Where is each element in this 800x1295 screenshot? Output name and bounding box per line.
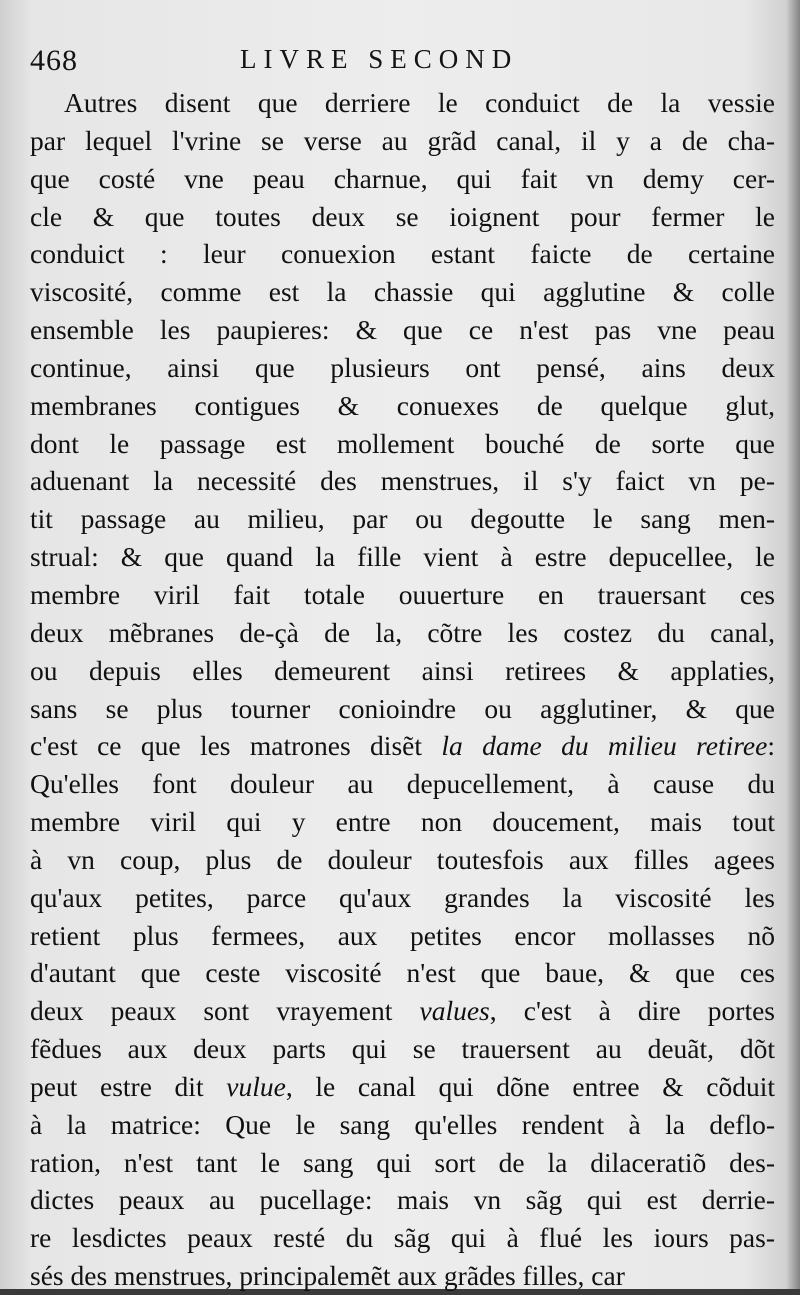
running-head: LIVRE SECOND: [240, 44, 519, 74]
text-line: membre viril qui y entre non doucement, mais tout: [30, 806, 775, 838]
text-line: deux peaux sont vrayement values, c'est à dire portes: [30, 995, 775, 1027]
text-line: ensemble les paupieres: & que ce n'est pas vne peau: [30, 314, 775, 346]
text-line: que costé vne peau charnue, qui fait vn demy cer-: [30, 162, 775, 194]
text-line: cle & que toutes deux se ioignent pour fermer le: [30, 200, 775, 232]
text-line: deux mẽbranes de-çà de la, cõtre les costez du canal,: [30, 616, 775, 648]
text-line: fẽdues aux deux parts qui se trauersent au deuãt, dõt: [30, 1033, 775, 1065]
text-line: re lesdictes peaux resté du sãg qui à flué les iours pas-: [30, 1222, 775, 1254]
text-line: conduict : leur conuexion estant faicte de certaine: [30, 238, 775, 270]
body-text: [30, 84, 775, 1295]
text-line: d'autant que ceste viscosité n'est que baue, & que ces: [30, 957, 775, 989]
text-line: dont le passage est mollement bouché de sorte que: [30, 427, 775, 459]
text-line: peut estre dit vulue, le canal qui dõne entree & cõduit: [30, 1070, 775, 1102]
text-line: Autres disent que derriere le conduict de la vessie: [64, 87, 775, 118]
text-line: par lequel l'vrine se verse au grãd canal, il y a de cha-: [30, 124, 775, 156]
text-line: membranes contigues & conuexes de quelque glut,: [30, 389, 775, 421]
text-line: continue, ainsi que plusieurs ont pensé, ains deux: [30, 351, 775, 383]
italic-phrase: la dame du milieu retiree: [441, 730, 768, 762]
text-line: c'est ce que les matrones disẽt la dame du milieu retiree:: [30, 730, 775, 762]
page-number: 468: [30, 44, 78, 77]
page-edge-shadow: [786, 0, 800, 1289]
text-line: membre viril fait totale ouuerture en trauersant ces: [30, 578, 775, 610]
text-line: sés des menstrues, principalemẽt aux grãdes filles, car: [30, 1260, 625, 1292]
italic-phrase: vulue: [226, 1070, 286, 1102]
text-line: tit passage au milieu, par ou degoutte le sang men-: [30, 503, 775, 535]
text-line: à la matrice: Que le sang qu'elles rendent à la deflo-: [30, 1108, 775, 1140]
text-line: qu'aux petites, parce qu'aux grandes la viscosité les: [30, 881, 775, 913]
text-line: ration, n'est tant le sang qui sort de la dilaceratiõ des-: [30, 1146, 775, 1178]
text-line: dictes peaux au pucellage: mais vn sãg qui est derrie-: [30, 1184, 775, 1216]
text-line: retient plus fermees, aux petites encor mollasses nõ: [30, 919, 775, 951]
text-line: Qu'elles font douleur au depucellement, à cause du: [30, 768, 775, 800]
text-line: à vn coup, plus de douleur toutesfois aux filles agees: [30, 843, 775, 875]
page-header: [30, 40, 770, 84]
italic-phrase: values: [419, 995, 490, 1027]
text-line: strual: & que quand la fille vient à estre depucellee, le: [30, 541, 775, 573]
text-line: sans se plus tourner conioindre ou agglutiner, & que: [30, 692, 775, 724]
text-line: ou depuis elles demeurent ainsi retirees & applaties,: [30, 654, 775, 686]
text-line: viscosité, comme est la chassie qui agglutine & colle: [30, 276, 775, 308]
text-line: aduenant la necessité des menstrues, il s'y faict vn pe-: [30, 465, 775, 497]
